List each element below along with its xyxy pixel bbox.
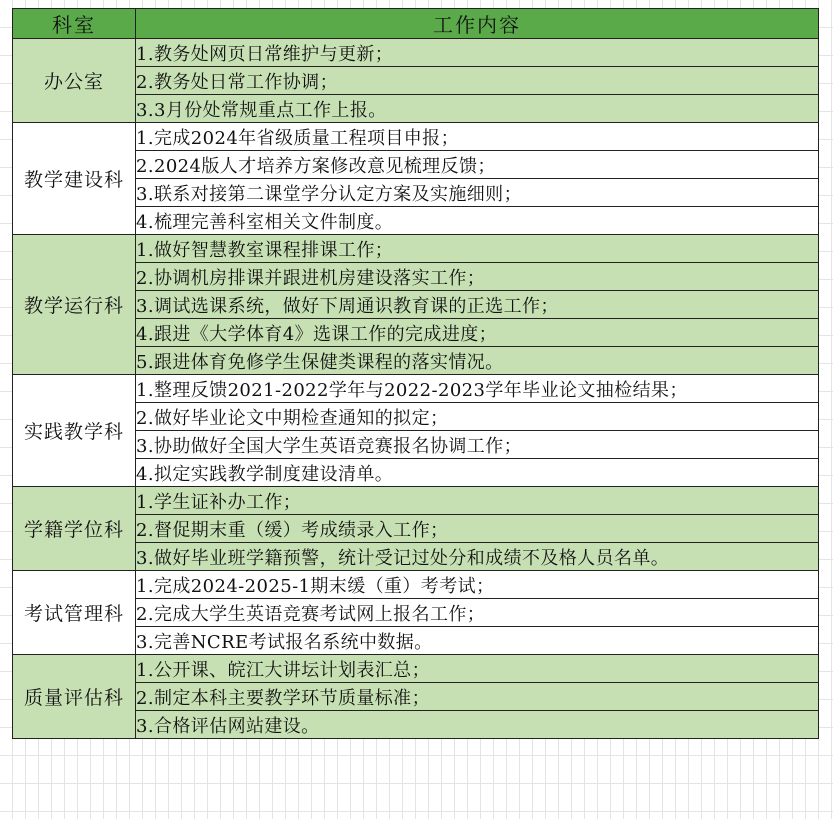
item-cell[interactable]: 3.3月份处常规重点工作上报。 — [136, 95, 819, 123]
dept-cell[interactable]: 教学运行科 — [13, 235, 136, 375]
table-row — [13, 123, 819, 151]
item-cell[interactable]: 5.跟进体育免修学生保健类课程的落实情况。 — [136, 347, 819, 375]
dept-cell[interactable]: 考试管理科 — [13, 571, 136, 655]
item-cell[interactable]: 1.学生证补办工作； — [136, 487, 819, 515]
item-cell[interactable]: 3.做好毕业班学籍预警，统计受记过处分和成绩不及格人员名单。 — [136, 543, 819, 571]
item-cell[interactable]: 2.督促期末重（缓）考成绩录入工作； — [136, 515, 819, 543]
header-row — [13, 9, 819, 39]
table-row — [13, 655, 819, 683]
item-cell[interactable]: 1.公开课、皖江大讲坛计划表汇总； — [136, 655, 819, 683]
item-cell[interactable]: 2.做好毕业论文中期检查通知的拟定； — [136, 403, 819, 431]
work-table — [12, 8, 819, 739]
dept-cell[interactable]: 办公室 — [13, 39, 136, 123]
table-row — [13, 39, 819, 67]
item-cell[interactable]: 3.协助做好全国大学生英语竞赛报名协调工作； — [136, 431, 819, 459]
item-cell[interactable]: 1.整理反馈2021-2022学年与2022-2023学年毕业论文抽检结果； — [136, 375, 819, 403]
dept-cell[interactable]: 质量评估科 — [13, 655, 136, 739]
table-row — [13, 375, 819, 403]
item-cell[interactable]: 2.协调机房排课并跟进机房建设落实工作； — [136, 263, 819, 291]
item-cell[interactable]: 3.合格评估网站建设。 — [136, 711, 819, 739]
item-cell[interactable]: 1.完成2024年省级质量工程项目申报； — [136, 123, 819, 151]
table-row — [13, 487, 819, 515]
item-cell[interactable]: 1.做好智慧教室课程排课工作； — [136, 235, 819, 263]
header-content[interactable]: 工作内容 — [136, 9, 819, 39]
item-cell[interactable]: 2.完成大学生英语竞赛考试网上报名工作； — [136, 599, 819, 627]
dept-cell[interactable]: 实践教学科 — [13, 375, 136, 487]
item-cell[interactable]: 2.教务处日常工作协调； — [136, 67, 819, 95]
item-cell[interactable]: 3.调试选课系统，做好下周通识教育课的正选工作； — [136, 291, 819, 319]
table-row — [13, 235, 819, 263]
item-cell[interactable]: 1.完成2024-2025-1期末缓（重）考考试； — [136, 571, 819, 599]
table-row — [13, 571, 819, 599]
item-cell[interactable]: 4.跟进《大学体育4》选课工作的完成进度； — [136, 319, 819, 347]
dept-cell[interactable]: 教学建设科 — [13, 123, 136, 235]
header-dept[interactable]: 科室 — [13, 9, 136, 39]
item-cell[interactable]: 3.完善NCRE考试报名系统中数据。 — [136, 627, 819, 655]
item-cell[interactable]: 4.梳理完善科室相关文件制度。 — [136, 207, 819, 235]
table-body — [13, 39, 819, 739]
dept-cell[interactable]: 学籍学位科 — [13, 487, 136, 571]
item-cell[interactable]: 2.2024版人才培养方案修改意见梳理反馈； — [136, 151, 819, 179]
item-cell[interactable]: 1.教务处网页日常维护与更新； — [136, 39, 819, 67]
item-cell[interactable]: 4.拟定实践教学制度建设清单。 — [136, 459, 819, 487]
item-cell[interactable]: 3.联系对接第二课堂学分认定方案及实施细则； — [136, 179, 819, 207]
item-cell[interactable]: 2.制定本科主要教学环节质量标准； — [136, 683, 819, 711]
